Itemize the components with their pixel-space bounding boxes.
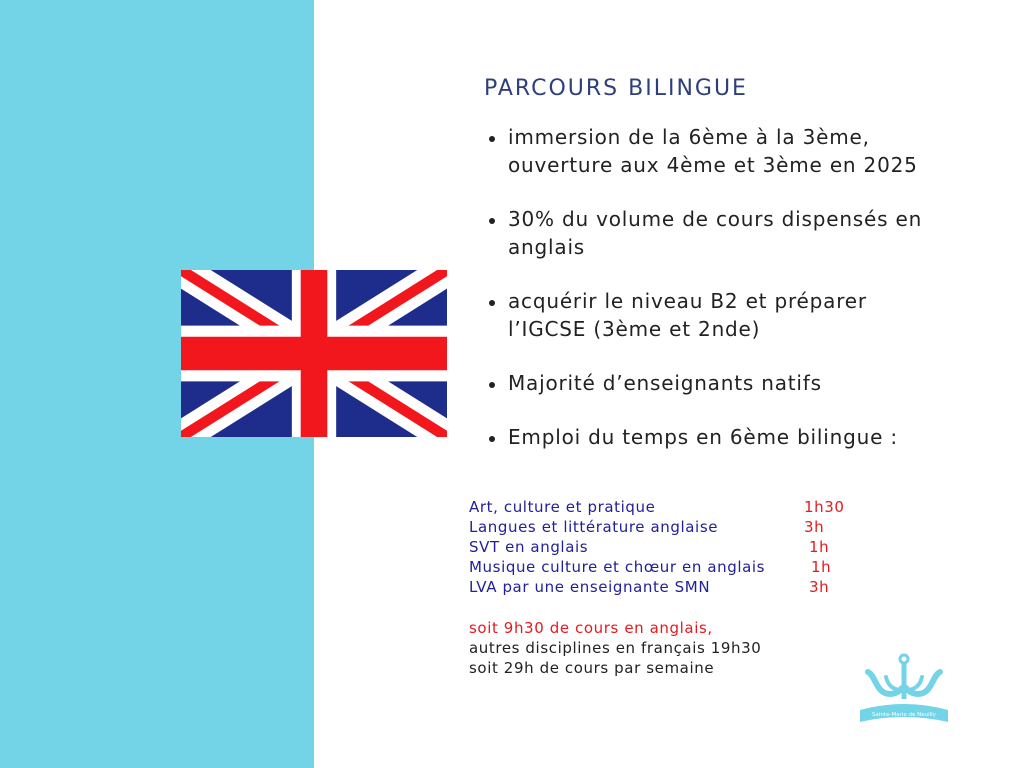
- school-logo: [858, 650, 950, 730]
- schedule-row: [469, 557, 889, 577]
- bullet-text: acquérir le niveau B2 et préparer l’IGCSE (3ème et 2nde): [508, 289, 867, 341]
- bullet-text: 30% du volume de cours dispensés en anglais: [508, 207, 923, 259]
- list-item: [486, 124, 946, 179]
- union-jack-flag: [181, 270, 447, 437]
- bullet-text: immersion de la 6ème à la 3ème, ouverture aux 4ème et 3ème en 2025: [508, 125, 918, 177]
- summary-total-hours: soit 29h de cours par semaine: [469, 659, 715, 677]
- list-item: [486, 288, 946, 343]
- bullet-icon: [489, 218, 495, 224]
- bullet-icon: [489, 436, 495, 442]
- bullet-icon: [489, 300, 495, 306]
- schedule-row: [469, 497, 889, 517]
- list-item: [486, 424, 946, 452]
- summary-english-hours: soit 9h30 de cours en anglais,: [469, 619, 713, 637]
- schedule-hours: 1h: [809, 538, 830, 556]
- page-title: PARCOURS BILINGUE: [484, 76, 748, 101]
- list-item: [486, 370, 946, 398]
- schedule-hours: 3h: [809, 578, 830, 596]
- anchor-wave-icon: [858, 650, 950, 730]
- schedule-row: [469, 537, 889, 557]
- schedule-subject: Langues et littérature anglaise: [469, 518, 719, 536]
- schedule-subject: Art, culture et pratique: [469, 498, 656, 516]
- bullet-text: Emploi du temps en 6ème bilingue :: [508, 424, 898, 449]
- schedule-hours: 1h: [811, 558, 832, 576]
- weekly-summary: [469, 618, 761, 678]
- schedule-subject: SVT en anglais: [469, 538, 589, 556]
- schedule-subject: LVA par une enseignante SMN: [469, 578, 711, 596]
- summary-french-hours: autres disciplines en français 19h30: [469, 639, 762, 657]
- schedule-row: [469, 577, 889, 597]
- bullet-icon: [489, 136, 495, 142]
- list-item: [486, 206, 946, 261]
- bullet-icon: [489, 382, 495, 388]
- schedule-row: [469, 517, 889, 537]
- logo-text: Sainte-Marie de Neuilly: [872, 712, 936, 718]
- schedule-subject: Musique culture et chœur en anglais: [469, 558, 766, 576]
- bullet-list: [486, 124, 946, 451]
- bullet-text: Majorité d’enseignants natifs: [508, 371, 822, 395]
- schedule-hours: 3h: [804, 518, 825, 536]
- schedule-hours: 1h30: [804, 498, 845, 516]
- schedule-table: [469, 497, 889, 597]
